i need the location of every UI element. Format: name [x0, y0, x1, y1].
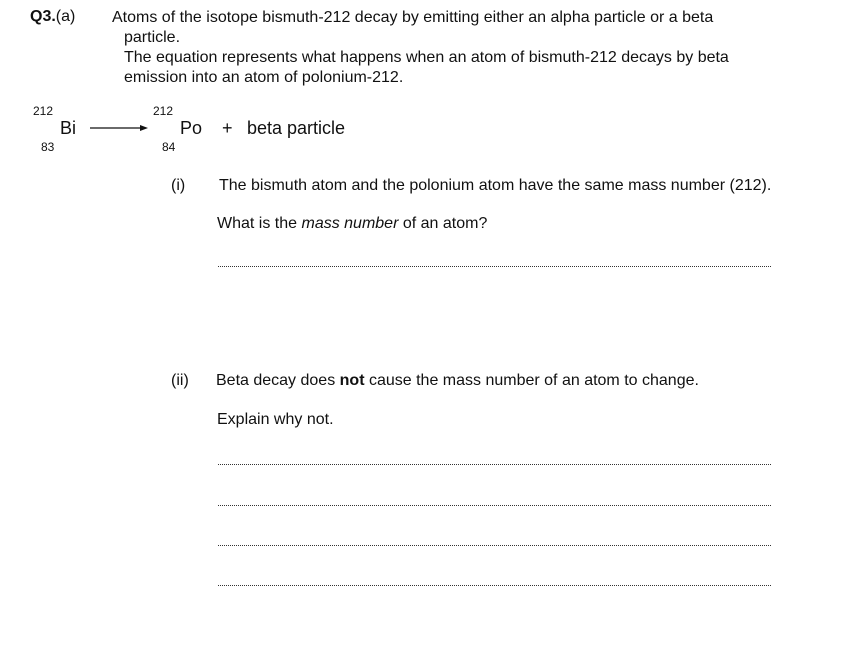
polonium-mass-number: 212: [153, 104, 174, 118]
intro-line: emission into an atom of polonium-212.: [124, 69, 404, 86]
answer-line[interactable]: [218, 585, 771, 586]
part-i-label: (i): [171, 177, 186, 194]
question-number: Q3.(a): [30, 8, 76, 25]
question-intro: [112, 8, 729, 88]
answer-line[interactable]: [218, 505, 771, 506]
bismuth-atomic-number: 83: [41, 140, 55, 154]
answer-line[interactable]: [218, 266, 771, 267]
bismuth-mass-number: 212: [33, 104, 54, 118]
intro-line: particle.: [124, 29, 181, 46]
answer-line[interactable]: [218, 545, 771, 546]
intro-line: Atoms of the isotope bismuth-212 decay by emitting either an alpha particle or a beta: [112, 9, 714, 26]
part-i-question: What is the mass number of an atom?: [217, 215, 488, 232]
bismuth-symbol: Bi: [60, 118, 77, 138]
beta-particle-term: beta particle: [247, 118, 346, 138]
answer-line[interactable]: [218, 464, 771, 465]
plus-sign: +: [222, 118, 233, 138]
polonium-atomic-number: 84: [162, 140, 176, 154]
part-ii-prompt: Explain why not.: [217, 411, 334, 428]
part-ii-label: (ii): [171, 372, 189, 389]
polonium-symbol: Po: [180, 118, 203, 138]
reaction-arrow-icon: [90, 124, 148, 132]
part-i-statement: The bismuth atom and the polonium atom have the same mass number (212).: [219, 177, 772, 194]
intro-line: The equation represents what happens when an atom of bismuth-212 decays by beta: [124, 49, 729, 66]
part-ii-statement: Beta decay does not cause the mass number of an atom to change.: [216, 372, 699, 389]
